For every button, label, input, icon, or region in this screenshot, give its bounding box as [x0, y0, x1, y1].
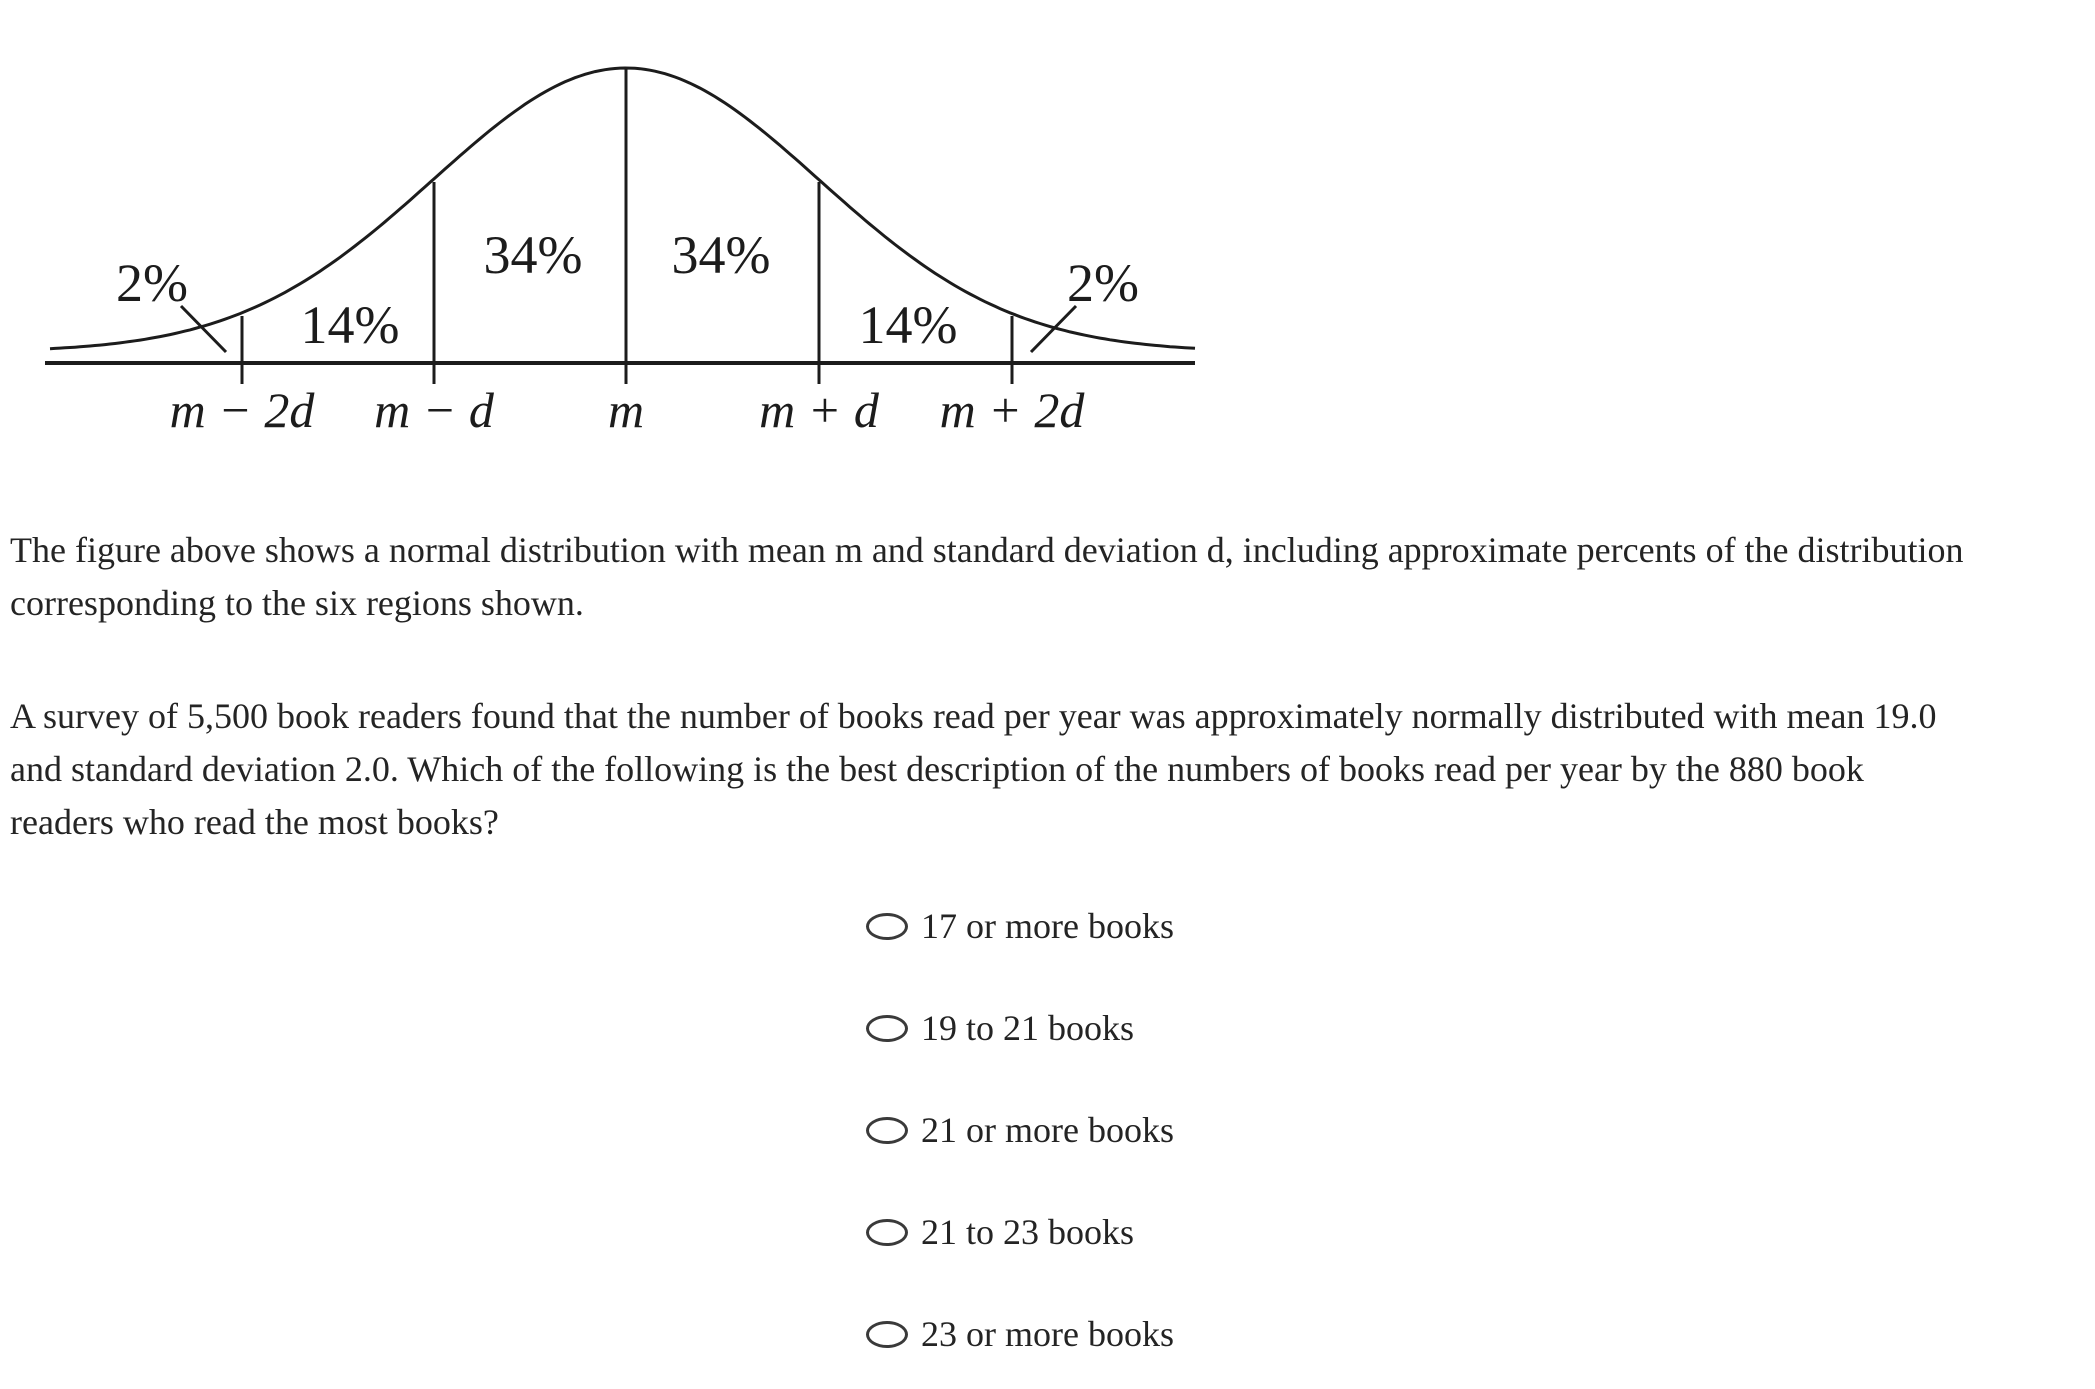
bell-curve	[50, 68, 1195, 349]
percent-left-tail: 2%	[116, 253, 188, 313]
prompt-line: readers who read the most books?	[10, 802, 499, 842]
axis-label-m-minus-2d: m − 2d	[169, 382, 315, 438]
percent-left-inner: 34%	[483, 225, 583, 285]
radio-button-icon[interactable]	[866, 913, 908, 940]
normal-distribution-svg	[0, 0, 1250, 450]
radio-button-icon[interactable]	[866, 1321, 908, 1348]
percent-right-inner: 34%	[671, 225, 771, 285]
answer-option-label: 21 to 23 books	[921, 1212, 1135, 1252]
normal-distribution-figure	[0, 0, 1250, 450]
axis-label-m: m	[607, 382, 645, 438]
answer-option-4[interactable]	[866, 1207, 1174, 1257]
answer-option-label: 23 or more books	[921, 1314, 1174, 1354]
answer-option-2[interactable]	[866, 1003, 1174, 1053]
radio-button-icon[interactable]	[866, 1117, 908, 1144]
percent-left-outer: 14%	[300, 295, 400, 355]
answer-option-label: 17 or more books	[921, 906, 1174, 946]
axis-label-m-plus-d: m + d	[759, 382, 879, 438]
percent-right-outer: 14%	[858, 295, 958, 355]
axis-label-m-minus-d: m − d	[374, 382, 494, 438]
answer-options	[866, 901, 1174, 1389]
radio-button-icon[interactable]	[866, 1219, 908, 1246]
axis-label-m-plus-2d: m + 2d	[939, 382, 1085, 438]
figure-caption	[10, 524, 1964, 630]
caption-line: The figure above shows a normal distribution with mean m and standard deviation d, including approximate percents of the distribution	[10, 530, 1964, 570]
answer-option-5[interactable]	[866, 1309, 1174, 1359]
question-prompt	[10, 690, 1937, 849]
answer-option-label: 21 or more books	[921, 1110, 1174, 1150]
answer-option-label: 19 to 21 books	[921, 1008, 1135, 1048]
answer-option-3[interactable]	[866, 1105, 1174, 1155]
prompt-line: A survey of 5,500 book readers found that the number of books read per year was approximately normally distributed with mean 19.0	[10, 696, 1937, 736]
prompt-line: and standard deviation 2.0. Which of the following is the best description of the numbers of books read per year by the 880 book	[10, 749, 1864, 789]
answer-option-1[interactable]	[866, 901, 1174, 951]
percent-right-tail: 2%	[1067, 253, 1139, 313]
radio-button-icon[interactable]	[866, 1015, 908, 1042]
caption-line: corresponding to the six regions shown.	[10, 583, 584, 623]
